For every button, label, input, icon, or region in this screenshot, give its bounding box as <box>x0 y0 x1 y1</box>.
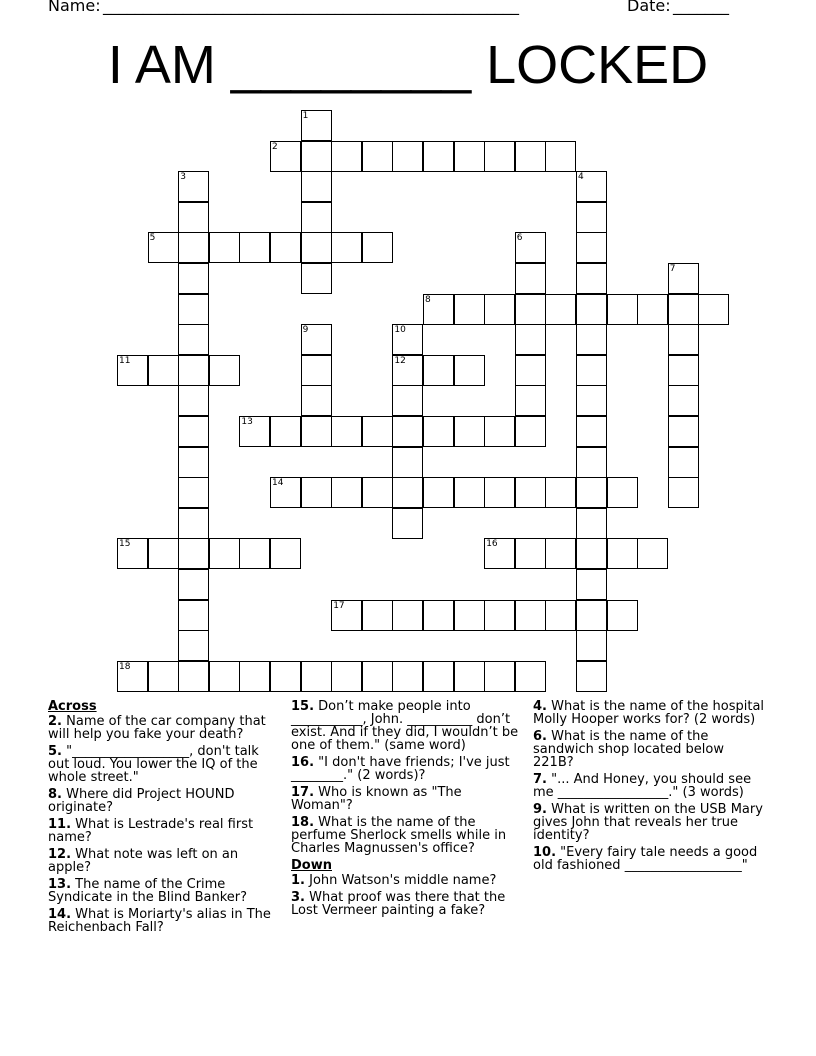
grid-cell[interactable] <box>301 416 332 447</box>
grid-cell[interactable] <box>515 477 546 508</box>
clue-number-label: 9 <box>302 325 309 336</box>
grid-cell[interactable] <box>576 477 607 508</box>
grid-cell[interactable] <box>607 477 638 508</box>
grid-cell[interactable] <box>148 355 179 386</box>
clue-number-label: 3 <box>180 172 186 183</box>
grid-cell[interactable] <box>545 294 576 325</box>
grid-cell[interactable] <box>576 202 607 233</box>
clue-text: What is the name of the perfume Sherlock smells while in Charles Magnussen's office? <box>291 815 507 856</box>
down-clue <box>533 846 765 872</box>
clue-text: The name of the Crime Syndicate in the Blind Banker? <box>48 877 248 905</box>
grid-cell[interactable] <box>270 661 301 692</box>
grid-cell[interactable] <box>270 232 301 263</box>
grid-cell[interactable] <box>209 232 240 263</box>
grid-cell[interactable] <box>576 600 607 631</box>
clue-number: 10. <box>533 845 557 860</box>
clue-text: Who is known as "The Woman"? <box>291 785 462 813</box>
across-clue <box>48 745 280 784</box>
grid-cell[interactable] <box>576 661 607 692</box>
clue-number: 9. <box>533 802 547 817</box>
across-clue <box>291 816 523 855</box>
grid-cell[interactable] <box>423 661 454 692</box>
clue-number: 7. <box>533 772 547 787</box>
date-field[interactable]: _______ <box>673 0 729 15</box>
clue-number: 5. <box>48 744 62 759</box>
grid-cell[interactable] <box>515 324 546 355</box>
grid-cell[interactable] <box>545 477 576 508</box>
across-clue <box>291 786 523 812</box>
grid-cell[interactable] <box>454 661 485 692</box>
grid-cell[interactable] <box>148 538 179 569</box>
grid-cell[interactable] <box>301 385 332 416</box>
grid-cell[interactable] <box>392 661 423 692</box>
across-clue <box>48 818 280 844</box>
across-clue <box>48 878 280 904</box>
grid-cell[interactable] <box>301 202 332 233</box>
grid-cell[interactable] <box>178 600 209 631</box>
grid-cell[interactable] <box>178 416 209 447</box>
clue-text: Don’t make people into ___________, John. __________ don’t exist. And if they did, I wouldn’t be one of them." (same word) <box>291 699 519 753</box>
grid-cell[interactable] <box>484 294 515 325</box>
down-clue <box>533 803 765 842</box>
grid-cell[interactable] <box>607 294 638 325</box>
clue-text: What is the name of the hospital Molly Hooper works for? (2 words) <box>533 699 765 727</box>
clue-number: 15. <box>291 699 315 714</box>
grid-cell[interactable] <box>454 355 485 386</box>
clue-text: What proof was there that the Lost Vermeer painting a fake? <box>291 890 506 918</box>
clue-number: 11. <box>48 817 72 832</box>
grid-cell[interactable] <box>362 416 393 447</box>
grid-cell[interactable] <box>178 294 209 325</box>
grid-cell[interactable] <box>576 538 607 569</box>
clue-number: 17. <box>291 785 315 800</box>
grid-cell[interactable] <box>331 232 362 263</box>
grid-cell[interactable] <box>301 661 332 692</box>
grid-cell[interactable] <box>576 385 607 416</box>
clue-number: 2. <box>48 714 62 729</box>
grid-cell[interactable] <box>515 294 546 325</box>
clue-number-label: 8 <box>425 294 431 305</box>
clue-text: What is Lestrade's real first name? <box>48 817 254 845</box>
name-field[interactable]: ____________________________________________________ <box>103 0 519 15</box>
grid-cell[interactable] <box>178 263 209 294</box>
grid-cell[interactable] <box>515 385 546 416</box>
clue-number: 13. <box>48 877 72 892</box>
grid-cell[interactable] <box>454 477 485 508</box>
date-label: Date: <box>627 0 671 15</box>
name-label: Name: <box>48 0 101 15</box>
grid-cell[interactable] <box>423 355 454 386</box>
clue-number-label: 18 <box>119 661 131 672</box>
grid-cell[interactable] <box>301 263 332 294</box>
grid-cell[interactable] <box>392 508 423 539</box>
grid-cell[interactable] <box>607 538 638 569</box>
grid-cell[interactable] <box>178 569 209 600</box>
grid-cell[interactable] <box>331 416 362 447</box>
clue-text: "__________________, don't talk out loud. You lower the IQ of the whole street." <box>48 744 259 785</box>
grid-cell[interactable] <box>545 141 576 172</box>
grid-cell[interactable] <box>576 508 607 539</box>
grid-cell[interactable] <box>484 416 515 447</box>
clue-number: 8. <box>48 787 62 802</box>
grid-cell[interactable] <box>454 600 485 631</box>
grid-cell[interactable] <box>178 447 209 478</box>
clue-number: 6. <box>533 729 547 744</box>
clues-column-1 <box>48 700 280 938</box>
grid-cell[interactable] <box>362 661 393 692</box>
clue-number: 1. <box>291 873 305 888</box>
clue-number-label: 2 <box>272 141 278 152</box>
clue-text: "Every fairy tale needs a good old fashioned __________________" <box>533 845 758 873</box>
grid-cell[interactable] <box>209 355 240 386</box>
clue-text: Name of the car company that will help you fake your death? <box>48 714 266 742</box>
clue-number-label: 7 <box>669 264 676 274</box>
grid-cell[interactable] <box>454 416 485 447</box>
grid-cell[interactable] <box>392 600 423 631</box>
grid-cell[interactable] <box>392 416 423 447</box>
clue-text: What is Moriarty's alias in The Reichenbach Fall? <box>48 907 271 935</box>
grid-cell[interactable] <box>698 294 729 325</box>
clue-number-label: 14 <box>272 478 284 489</box>
grid-cell[interactable] <box>576 263 607 294</box>
grid-cell[interactable] <box>301 355 332 386</box>
clue-text: "I don't have friends; I've just ________." (2 words)? <box>291 755 510 783</box>
grid-cell[interactable] <box>270 416 301 447</box>
grid-cell[interactable] <box>423 600 454 631</box>
down-clue <box>533 700 765 726</box>
grid-cell[interactable] <box>576 232 607 263</box>
grid-cell[interactable] <box>545 600 576 631</box>
grid-cell[interactable] <box>668 447 699 478</box>
grid-cell[interactable] <box>423 416 454 447</box>
down-clue <box>533 730 765 769</box>
across-clue <box>291 700 523 752</box>
grid-cell[interactable] <box>301 232 332 263</box>
grid-cell[interactable] <box>178 232 209 263</box>
grid-cell[interactable] <box>178 630 209 661</box>
grid-cell[interactable] <box>576 355 607 386</box>
grid-cell[interactable] <box>239 538 270 569</box>
grid-cell[interactable] <box>331 661 362 692</box>
down-clue <box>291 874 523 887</box>
grid-cell[interactable] <box>668 355 699 386</box>
clue-number-label: 17 <box>333 600 345 611</box>
grid-cell[interactable] <box>331 477 362 508</box>
grid-cell[interactable] <box>668 416 699 447</box>
page-title: I AM ________ LOCKED <box>107 35 709 95</box>
clue-number-label: 4 <box>578 172 584 183</box>
grid-cell[interactable] <box>515 600 546 631</box>
grid-cell[interactable] <box>148 661 179 692</box>
grid-cell[interactable] <box>454 294 485 325</box>
grid-cell[interactable] <box>515 661 546 692</box>
grid-cell[interactable] <box>637 538 668 569</box>
grid-cell[interactable] <box>576 447 607 478</box>
grid-cell[interactable] <box>178 538 209 569</box>
down-heading: Down <box>291 858 332 873</box>
clue-number-label: 1 <box>302 111 309 121</box>
grid-cell[interactable] <box>576 324 607 355</box>
grid-cell[interactable] <box>668 294 699 325</box>
grid-cell[interactable] <box>668 385 699 416</box>
grid-cell[interactable] <box>392 477 423 508</box>
grid-cell[interactable] <box>515 355 546 386</box>
grid-cell[interactable] <box>331 141 362 172</box>
grid-cell[interactable] <box>423 141 454 172</box>
grid-cell[interactable] <box>607 600 638 631</box>
clue-number: 12. <box>48 847 72 862</box>
grid-cell[interactable] <box>362 477 393 508</box>
grid-cell[interactable] <box>178 508 209 539</box>
grid-cell[interactable] <box>545 538 576 569</box>
clue-text: John Watson's middle name? <box>309 873 497 888</box>
down-clue <box>533 773 765 799</box>
clue-number-label: 15 <box>119 539 131 550</box>
clue-number-label: 11 <box>119 355 131 366</box>
grid-cell[interactable] <box>484 661 515 692</box>
grid-cell[interactable] <box>484 141 515 172</box>
clues-column-2 <box>291 700 523 921</box>
grid-cell[interactable] <box>362 141 393 172</box>
grid-cell[interactable] <box>178 355 209 386</box>
clue-number: 16. <box>291 755 315 770</box>
clue-text: What is written on the USB Mary gives John that reveals her true identity? <box>533 802 763 843</box>
grid-cell[interactable] <box>270 538 301 569</box>
grid-cell[interactable] <box>178 202 209 233</box>
clue-number: 4. <box>533 699 547 714</box>
grid-cell[interactable] <box>515 263 546 294</box>
clue-number-label: 13 <box>241 417 253 427</box>
grid-cell[interactable] <box>178 385 209 416</box>
grid-cell[interactable] <box>484 477 515 508</box>
grid-cell[interactable] <box>392 385 423 416</box>
grid-cell[interactable] <box>301 171 332 202</box>
down-clue <box>291 891 523 917</box>
grid-cell[interactable] <box>362 232 393 263</box>
across-clue <box>48 908 280 934</box>
across-heading: Across <box>48 699 97 714</box>
grid-cell[interactable] <box>576 630 607 661</box>
grid-cell[interactable] <box>178 661 209 692</box>
grid-cell[interactable] <box>576 416 607 447</box>
clue-number: 18. <box>291 815 315 830</box>
clue-number-label: 12 <box>394 355 406 366</box>
clue-number-label: 16 <box>486 539 498 550</box>
grid-cell[interactable] <box>576 569 607 600</box>
grid-cell[interactable] <box>515 416 546 447</box>
clue-number: 3. <box>291 890 305 905</box>
clue-number: 14. <box>48 907 72 922</box>
grid-cell[interactable] <box>392 141 423 172</box>
grid-cell[interactable] <box>423 477 454 508</box>
grid-cell[interactable] <box>209 661 240 692</box>
grid-cell[interactable] <box>209 538 240 569</box>
grid-cell[interactable] <box>301 477 332 508</box>
grid-cell[interactable] <box>668 477 699 508</box>
grid-cell[interactable] <box>668 324 699 355</box>
grid-cell[interactable] <box>362 600 393 631</box>
grid-cell[interactable] <box>239 661 270 692</box>
across-clue <box>48 848 280 874</box>
grid-cell[interactable] <box>484 600 515 631</box>
clues-column-3 <box>533 700 765 876</box>
grid-cell[interactable] <box>301 141 332 172</box>
grid-cell[interactable] <box>239 232 270 263</box>
clue-number-label: 6 <box>516 233 523 244</box>
grid-cell[interactable] <box>392 447 423 478</box>
clue-number-label: 5 <box>149 233 156 244</box>
grid-cell[interactable] <box>515 538 546 569</box>
clue-number-label: 10 <box>394 325 406 336</box>
across-clue <box>48 715 280 741</box>
grid-cell[interactable] <box>637 294 668 325</box>
clue-text: What is the name of the sandwich shop located below 221B? <box>533 729 724 770</box>
clue-text: Where did Project HOUND originate? <box>48 787 235 815</box>
clue-text: "... And Honey, you should see me _________________." (3 words) <box>533 772 752 800</box>
grid-cell[interactable] <box>178 477 209 508</box>
grid-cell[interactable] <box>178 324 209 355</box>
across-clue <box>291 756 523 782</box>
grid-cell[interactable] <box>454 141 485 172</box>
grid-cell[interactable] <box>576 294 607 325</box>
grid-cell[interactable] <box>515 141 546 172</box>
clue-text: What note was left on an apple? <box>48 847 239 875</box>
across-clue <box>48 788 280 814</box>
